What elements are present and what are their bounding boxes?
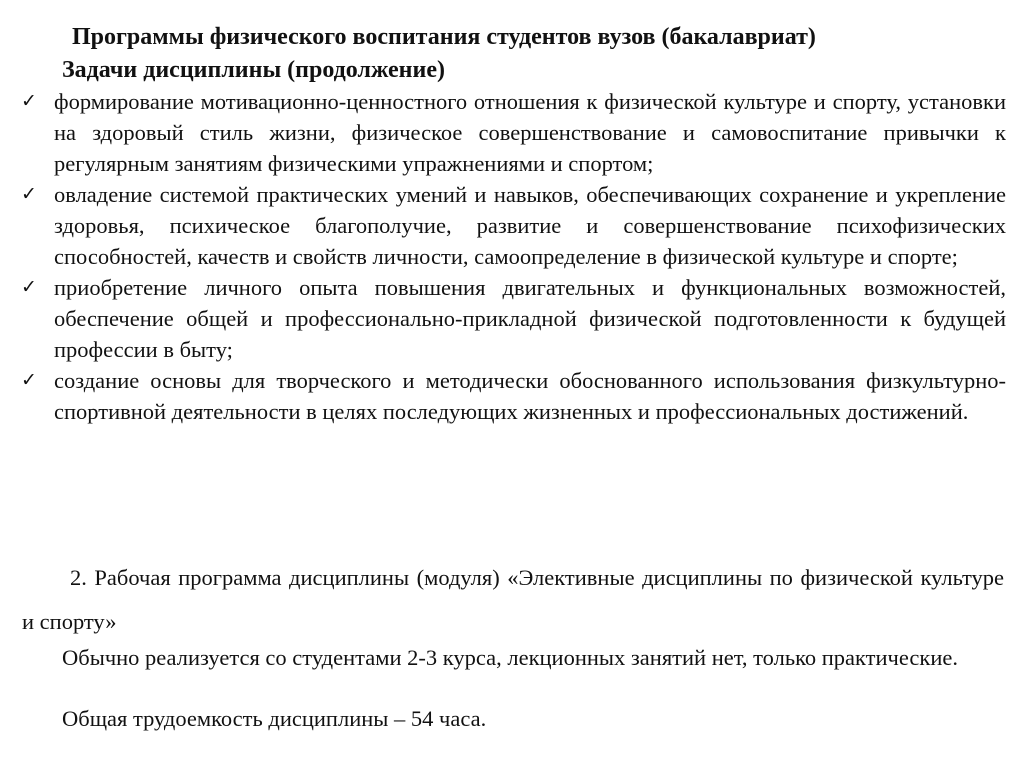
workload-paragraph: Общая трудоемкость дисциплины – 54 часа. (62, 706, 487, 731)
slide-title: Программы физического воспитания студентов вузов (бакалавриат) (72, 24, 816, 50)
checkmark-icon: ✓ (21, 90, 37, 112)
checkmark-icon: ✓ (21, 183, 37, 205)
list-item (18, 179, 1006, 272)
task-text: создание основы для творческого и методически обоснованного использования физкультурно-спортивной деятельности в целях последующих жизненных и профессиональных достижений. (54, 368, 1006, 424)
task-text: приобретение личного опыта повышения двигательных и функциональных возможностей, обеспечение общей и профессионально-прикладной физической подготовленности к будущей профессии в быту; (54, 275, 1006, 362)
task-list (18, 86, 1006, 427)
list-item (18, 86, 1006, 179)
list-item (18, 272, 1006, 365)
task-text: овладение системой практических умений и навыков, обеспечивающих сохранение и укрепление здоровья, психическое благополучие, развитие и совершенствование психофизических способностей, качеств и свойств личности, самоопределение в физической культуре и спорте; (54, 182, 1006, 269)
implementation-paragraph: Обычно реализуется со студентами 2-3 курса, лекционных занятий нет, только практические. (62, 645, 958, 670)
checkmark-icon: ✓ (21, 276, 37, 298)
checkmark-icon: ✓ (21, 369, 37, 391)
program-heading: 2. Рабочая программа дисциплины (модуля) «Элективные дисциплины по физической культуре и спорту» (22, 565, 1004, 634)
list-item (18, 365, 1006, 427)
task-text: формирование мотивационно-ценностного отношения к физической культуре и спорту, установки на здоровый стиль жизни, физическое совершенствование и самовоспитание привычки к регулярным занятиям физическими упражнениями и спортом; (54, 89, 1006, 176)
slide-subtitle: Задачи дисциплины (продолжение) (62, 57, 445, 83)
